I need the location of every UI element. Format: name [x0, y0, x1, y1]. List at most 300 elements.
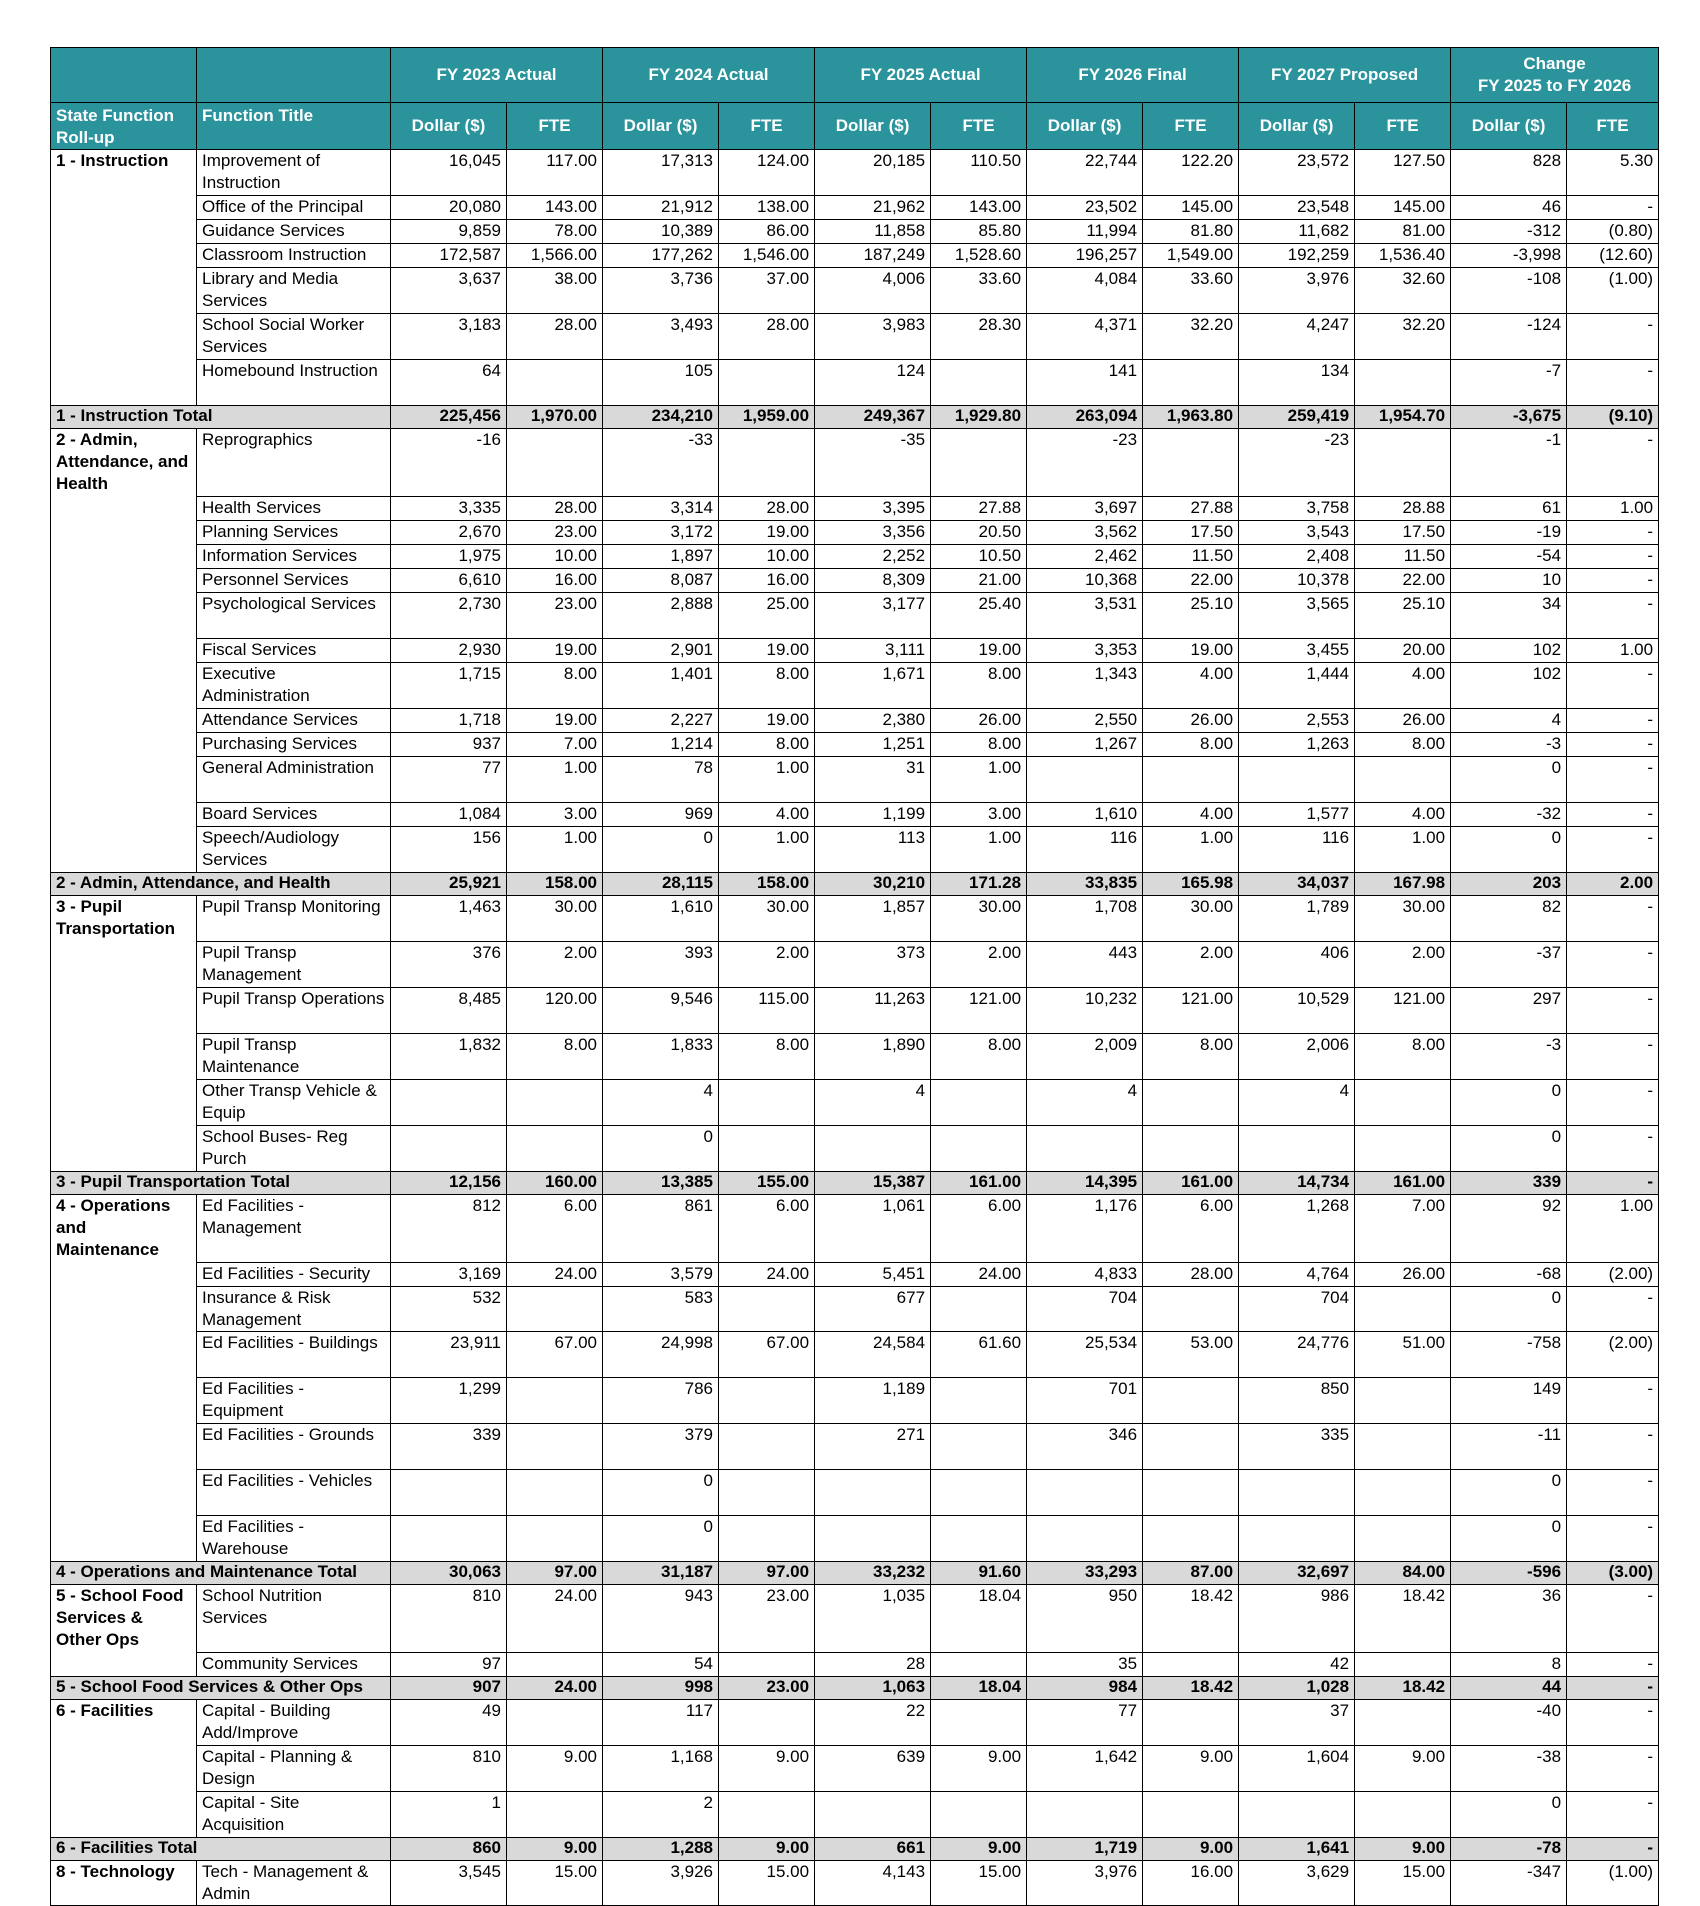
fte-cell: 15.00 — [1355, 1861, 1451, 1906]
dollar-cell: 20,080 — [391, 196, 507, 220]
fte-cell: 22.00 — [1355, 569, 1451, 593]
fte-cell: - — [1567, 1585, 1659, 1653]
fte-cell — [931, 1700, 1027, 1746]
fte-cell: (12.60) — [1567, 244, 1659, 268]
function-title-cell: School Social Worker Services — [197, 314, 391, 360]
dollar-cell: 3,177 — [815, 593, 931, 639]
dollar-cell: 704 — [1027, 1287, 1143, 1332]
dollar-cell: -16 — [391, 429, 507, 497]
fte-cell — [507, 1700, 603, 1746]
dollar-cell: 102 — [1451, 639, 1567, 663]
table-row — [51, 896, 1659, 942]
total-fte-cell: 18.42 — [1143, 1677, 1239, 1700]
fte-cell: 30.00 — [1355, 896, 1451, 942]
fte-cell: 1,566.00 — [507, 244, 603, 268]
dollar-cell: 17,313 — [603, 150, 719, 196]
dollar-cell: 2,730 — [391, 593, 507, 639]
dollar-cell: 6,610 — [391, 569, 507, 593]
dollar-cell: 2,252 — [815, 545, 931, 569]
dollar-cell: 9,546 — [603, 988, 719, 1034]
fte-cell — [931, 1378, 1027, 1424]
dollar-cell: -33 — [603, 429, 719, 497]
fte-cell: 16.00 — [719, 569, 815, 593]
fte-cell: 117.00 — [507, 150, 603, 196]
fte-cell: 30.00 — [719, 896, 815, 942]
fte-cell — [1143, 360, 1239, 406]
fte-cell: 1,546.00 — [719, 244, 815, 268]
fte-cell: - — [1567, 196, 1659, 220]
total-fte-cell: - — [1567, 1677, 1659, 1700]
total-row — [51, 1172, 1659, 1195]
fte-cell: 124.00 — [719, 150, 815, 196]
fte-cell: 16.00 — [1143, 1861, 1239, 1906]
dollar-cell: 3,758 — [1239, 497, 1355, 521]
dollar-cell: 406 — [1239, 942, 1355, 988]
total-dollar-cell: 15,387 — [815, 1172, 931, 1195]
dollar-cell: 4 — [815, 1080, 931, 1126]
dollar-cell: 61 — [1451, 497, 1567, 521]
fte-cell: 51.00 — [1355, 1332, 1451, 1378]
total-dollar-cell: 14,734 — [1239, 1172, 1355, 1195]
fte-cell: 24.00 — [719, 1263, 815, 1287]
fte-cell: 25.10 — [1143, 593, 1239, 639]
dollar-cell: 25,534 — [1027, 1332, 1143, 1378]
header-dollar: Dollar ($) — [1027, 103, 1143, 150]
fte-cell: 4.00 — [1143, 663, 1239, 709]
dollar-cell: 97 — [391, 1653, 507, 1677]
dollar-cell: 3,545 — [391, 1861, 507, 1906]
dollar-cell: 3,543 — [1239, 521, 1355, 545]
function-title-cell: Ed Facilities - Warehouse — [197, 1516, 391, 1562]
dollar-cell: 2,888 — [603, 593, 719, 639]
fte-cell — [1355, 1516, 1451, 1562]
total-fte-cell: 161.00 — [931, 1172, 1027, 1195]
dollar-cell: 124 — [815, 360, 931, 406]
dollar-cell: 10,389 — [603, 220, 719, 244]
total-dollar-cell: 860 — [391, 1838, 507, 1861]
fte-cell: 8.00 — [719, 1034, 815, 1080]
fte-cell: - — [1567, 663, 1659, 709]
fte-cell: 8.00 — [931, 1034, 1027, 1080]
dollar-cell — [1239, 1516, 1355, 1562]
function-title-cell: Pupil Transp Management — [197, 942, 391, 988]
total-fte-cell: 161.00 — [1143, 1172, 1239, 1195]
function-title-cell: Reprographics — [197, 429, 391, 497]
dollar-cell: 850 — [1239, 1378, 1355, 1424]
dollar-cell: -54 — [1451, 545, 1567, 569]
dollar-cell: 10,378 — [1239, 569, 1355, 593]
dollar-cell: 828 — [1451, 150, 1567, 196]
fte-cell: 1.00 — [719, 757, 815, 803]
table-row — [51, 1287, 1659, 1332]
fte-cell: 20.50 — [931, 521, 1027, 545]
fte-cell: 1,536.40 — [1355, 244, 1451, 268]
fte-cell: 110.50 — [931, 150, 1027, 196]
fte-cell: 30.00 — [931, 896, 1027, 942]
header-change: Change FY 2025 to FY 2026 — [1451, 48, 1659, 103]
fte-cell: - — [1567, 1126, 1659, 1172]
fte-cell: 15.00 — [931, 1861, 1027, 1906]
table-row — [51, 757, 1659, 803]
fte-cell: 10.00 — [719, 545, 815, 569]
fte-cell: 38.00 — [507, 268, 603, 314]
dollar-cell: -40 — [1451, 1700, 1567, 1746]
fte-cell: 120.00 — [507, 988, 603, 1034]
fte-cell — [507, 1287, 603, 1332]
fte-cell: 4.00 — [1355, 663, 1451, 709]
dollar-cell: 3,493 — [603, 314, 719, 360]
fte-cell: - — [1567, 1424, 1659, 1470]
table-row — [51, 497, 1659, 521]
dollar-cell: 77 — [391, 757, 507, 803]
table-row — [51, 593, 1659, 639]
dollar-cell: -758 — [1451, 1332, 1567, 1378]
fte-cell — [1355, 1126, 1451, 1172]
table-row — [51, 1653, 1659, 1677]
dollar-cell: 10,368 — [1027, 569, 1143, 593]
dollar-cell: 23,548 — [1239, 196, 1355, 220]
dollar-cell: -312 — [1451, 220, 1567, 244]
fte-cell: 1.00 — [931, 757, 1027, 803]
fte-cell: 127.50 — [1355, 150, 1451, 196]
fte-cell: 11.50 — [1355, 545, 1451, 569]
dollar-cell: 117 — [603, 1700, 719, 1746]
fte-cell — [507, 1424, 603, 1470]
total-dollar-cell: 13,385 — [603, 1172, 719, 1195]
dollar-cell: 0 — [1451, 757, 1567, 803]
dollar-cell: 1,251 — [815, 733, 931, 757]
dollar-cell: 3,736 — [603, 268, 719, 314]
total-label: 1 - Instruction Total — [51, 406, 391, 429]
fte-cell: 24.00 — [931, 1263, 1027, 1287]
dollar-cell: 1,214 — [603, 733, 719, 757]
fte-cell: - — [1567, 1700, 1659, 1746]
dollar-cell: 3,565 — [1239, 593, 1355, 639]
dollar-cell: 2,550 — [1027, 709, 1143, 733]
fte-cell: 25.00 — [719, 593, 815, 639]
dollar-cell: 1,401 — [603, 663, 719, 709]
dollar-cell: 3,356 — [815, 521, 931, 545]
fte-cell: (1.00) — [1567, 1861, 1659, 1906]
fte-cell: 4.00 — [1143, 803, 1239, 827]
fte-cell — [1355, 1470, 1451, 1516]
fte-cell — [931, 1424, 1027, 1470]
fte-cell — [931, 1080, 1027, 1126]
fte-cell: 23.00 — [507, 521, 603, 545]
dollar-cell: 3,455 — [1239, 639, 1355, 663]
table-row — [51, 1378, 1659, 1424]
fte-cell: 28.00 — [719, 497, 815, 521]
dollar-cell: 4,143 — [815, 1861, 931, 1906]
total-dollar-cell: -596 — [1451, 1562, 1567, 1585]
fte-cell: - — [1567, 803, 1659, 827]
header-fte: FTE — [1143, 103, 1239, 150]
dollar-cell: 379 — [603, 1424, 719, 1470]
fte-cell — [719, 1516, 815, 1562]
fte-cell — [1355, 1424, 1451, 1470]
function-title-cell: Guidance Services — [197, 220, 391, 244]
total-fte-cell: (3.00) — [1567, 1562, 1659, 1585]
fte-cell — [1355, 1792, 1451, 1838]
table-row — [51, 1195, 1659, 1263]
total-fte-cell: (9.10) — [1567, 406, 1659, 429]
dollar-cell: 1,715 — [391, 663, 507, 709]
table-row — [51, 709, 1659, 733]
dollar-cell: 704 — [1239, 1287, 1355, 1332]
fte-cell: 145.00 — [1143, 196, 1239, 220]
fte-cell: 122.20 — [1143, 150, 1239, 196]
fte-cell: 19.00 — [719, 709, 815, 733]
total-fte-cell: 18.42 — [1355, 1677, 1451, 1700]
dollar-cell: 1,857 — [815, 896, 931, 942]
dollar-cell: 24,998 — [603, 1332, 719, 1378]
fte-cell: 26.00 — [1355, 1263, 1451, 1287]
dollar-cell: 2,462 — [1027, 545, 1143, 569]
dollar-cell: 861 — [603, 1195, 719, 1263]
state-function-cell: 1 - Instruction — [51, 150, 197, 406]
dollar-cell: 1,832 — [391, 1034, 507, 1080]
function-title-cell: School Nutrition Services — [197, 1585, 391, 1653]
fte-cell: 33.60 — [931, 268, 1027, 314]
fte-cell: - — [1567, 1516, 1659, 1562]
fte-cell: 32.20 — [1355, 314, 1451, 360]
fte-cell: 6.00 — [931, 1195, 1027, 1263]
fte-cell — [719, 1287, 815, 1332]
fte-cell — [507, 1653, 603, 1677]
fte-cell: 23.00 — [719, 1585, 815, 1653]
function-title-cell: Purchasing Services — [197, 733, 391, 757]
dollar-cell: 34 — [1451, 593, 1567, 639]
dollar-cell: 1,343 — [1027, 663, 1143, 709]
fte-cell: 26.00 — [1143, 709, 1239, 733]
dollar-cell: 3,314 — [603, 497, 719, 521]
function-title-cell: Pupil Transp Maintenance — [197, 1034, 391, 1080]
fte-cell: 26.00 — [931, 709, 1027, 733]
table-row — [51, 314, 1659, 360]
total-dollar-cell: 1,641 — [1239, 1838, 1355, 1861]
fte-cell: 78.00 — [507, 220, 603, 244]
fte-cell — [719, 1653, 815, 1677]
fte-cell: (2.00) — [1567, 1332, 1659, 1378]
table-row — [51, 196, 1659, 220]
fte-cell — [719, 1792, 815, 1838]
dollar-cell: 443 — [1027, 942, 1143, 988]
dollar-cell: 1,035 — [815, 1585, 931, 1653]
fte-cell: 4.00 — [1355, 803, 1451, 827]
table-row — [51, 1424, 1659, 1470]
fte-cell: - — [1567, 1470, 1659, 1516]
fte-cell: 1.00 — [1567, 639, 1659, 663]
dollar-cell: 11,682 — [1239, 220, 1355, 244]
dollar-cell: 177,262 — [603, 244, 719, 268]
dollar-cell: 1,718 — [391, 709, 507, 733]
fte-cell — [931, 1792, 1027, 1838]
total-fte-cell: 87.00 — [1143, 1562, 1239, 1585]
dollar-cell: 1,890 — [815, 1034, 931, 1080]
dollar-cell: 11,263 — [815, 988, 931, 1034]
dollar-cell: 0 — [603, 1516, 719, 1562]
dollar-cell: -3,998 — [1451, 244, 1567, 268]
fte-cell: 18.42 — [1355, 1585, 1451, 1653]
fte-cell — [1355, 1287, 1451, 1332]
dollar-cell: 393 — [603, 942, 719, 988]
dollar-cell: 31 — [815, 757, 931, 803]
function-title-cell: Board Services — [197, 803, 391, 827]
fte-cell: 8.00 — [1143, 733, 1239, 757]
total-fte-cell: 18.04 — [931, 1677, 1027, 1700]
fte-cell: 143.00 — [931, 196, 1027, 220]
dollar-cell: 297 — [1451, 988, 1567, 1034]
table-row — [51, 521, 1659, 545]
fte-cell: - — [1567, 1653, 1659, 1677]
dollar-cell: 810 — [391, 1746, 507, 1792]
header-blank-2 — [197, 48, 391, 103]
dollar-cell — [391, 1470, 507, 1516]
dollar-cell: 271 — [815, 1424, 931, 1470]
dollar-cell: 0 — [603, 1126, 719, 1172]
fte-cell: 19.00 — [507, 639, 603, 663]
table-body — [51, 150, 1659, 1906]
fte-cell: 121.00 — [931, 988, 1027, 1034]
dollar-cell: 583 — [603, 1287, 719, 1332]
total-dollar-cell: 44 — [1451, 1677, 1567, 1700]
header-fy2027: FY 2027 Proposed — [1239, 48, 1451, 103]
total-label: 2 - Admin, Attendance, and Health — [51, 873, 391, 896]
dollar-cell: -23 — [1239, 429, 1355, 497]
dollar-cell: 2,227 — [603, 709, 719, 733]
dollar-cell: 20,185 — [815, 150, 931, 196]
fte-cell: 24.00 — [507, 1263, 603, 1287]
dollar-cell: 1,084 — [391, 803, 507, 827]
fte-cell: 2.00 — [507, 942, 603, 988]
dollar-cell — [1027, 1126, 1143, 1172]
dollar-cell: 11,994 — [1027, 220, 1143, 244]
table-row — [51, 663, 1659, 709]
header-fy2024: FY 2024 Actual — [603, 48, 815, 103]
fte-cell: 8.00 — [719, 733, 815, 757]
fte-cell — [507, 1516, 603, 1562]
fte-cell: - — [1567, 360, 1659, 406]
total-row — [51, 406, 1659, 429]
table-row — [51, 545, 1659, 569]
total-dollar-cell: 1,063 — [815, 1677, 931, 1700]
total-fte-cell: 165.98 — [1143, 873, 1239, 896]
fte-cell — [1355, 1700, 1451, 1746]
fte-cell — [1143, 429, 1239, 497]
header-dollar: Dollar ($) — [1239, 103, 1355, 150]
fte-cell: - — [1567, 733, 1659, 757]
total-dollar-cell: 30,210 — [815, 873, 931, 896]
dollar-cell: -68 — [1451, 1263, 1567, 1287]
dollar-cell — [1027, 757, 1143, 803]
total-fte-cell: 24.00 — [507, 1677, 603, 1700]
fte-cell: - — [1567, 314, 1659, 360]
dollar-cell: 8 — [1451, 1653, 1567, 1677]
dollar-cell: 64 — [391, 360, 507, 406]
fte-cell: 28.30 — [931, 314, 1027, 360]
dollar-cell — [1239, 1792, 1355, 1838]
fte-cell — [1355, 757, 1451, 803]
total-dollar-cell: 661 — [815, 1838, 931, 1861]
total-fte-cell: 91.60 — [931, 1562, 1027, 1585]
fte-cell — [719, 1080, 815, 1126]
fte-cell: 1.00 — [507, 757, 603, 803]
dollar-cell: 2,553 — [1239, 709, 1355, 733]
total-fte-cell: 158.00 — [507, 873, 603, 896]
header-fte: FTE — [719, 103, 815, 150]
total-dollar-cell: 28,115 — [603, 873, 719, 896]
fte-cell: 67.00 — [507, 1332, 603, 1378]
dollar-cell: 8,087 — [603, 569, 719, 593]
function-title-cell: Ed Facilities - Grounds — [197, 1424, 391, 1470]
state-function-cell: 5 - School Food Services & Other Ops — [51, 1585, 197, 1677]
dollar-cell: 9,859 — [391, 220, 507, 244]
fte-cell — [1143, 1470, 1239, 1516]
dollar-cell: 1,833 — [603, 1034, 719, 1080]
fte-cell — [1355, 1653, 1451, 1677]
fte-cell — [719, 1700, 815, 1746]
total-dollar-cell: 225,456 — [391, 406, 507, 429]
dollar-cell: 2,901 — [603, 639, 719, 663]
state-function-cell: 6 - Facilities — [51, 1700, 197, 1838]
fte-cell — [719, 1126, 815, 1172]
dollar-cell: 3,983 — [815, 314, 931, 360]
fte-cell: 19.00 — [719, 521, 815, 545]
total-dollar-cell: 12,156 — [391, 1172, 507, 1195]
total-fte-cell: 1,929.80 — [931, 406, 1027, 429]
dollar-cell: 0 — [1451, 1287, 1567, 1332]
fte-cell: 32.60 — [1355, 268, 1451, 314]
dollar-cell: 2,006 — [1239, 1034, 1355, 1080]
dollar-cell: 1,267 — [1027, 733, 1143, 757]
fte-cell: 18.42 — [1143, 1585, 1239, 1653]
fte-cell: 17.50 — [1355, 521, 1451, 545]
dollar-cell: 376 — [391, 942, 507, 988]
dollar-cell: 116 — [1027, 827, 1143, 873]
total-dollar-cell: 32,697 — [1239, 1562, 1355, 1585]
dollar-cell: 35 — [1027, 1653, 1143, 1677]
dollar-cell: 134 — [1239, 360, 1355, 406]
fte-cell: 19.00 — [719, 639, 815, 663]
fte-cell: 9.00 — [1143, 1746, 1239, 1792]
total-fte-cell: - — [1567, 1838, 1659, 1861]
dollar-cell: 24,584 — [815, 1332, 931, 1378]
dollar-cell: 42 — [1239, 1653, 1355, 1677]
table-header — [51, 48, 1659, 150]
fte-cell — [1143, 757, 1239, 803]
fte-cell: 23.00 — [507, 593, 603, 639]
dollar-cell: 2,408 — [1239, 545, 1355, 569]
state-function-cell: 3 - Pupil Transportation — [51, 896, 197, 1172]
dollar-cell — [1027, 1516, 1143, 1562]
total-dollar-cell: 259,419 — [1239, 406, 1355, 429]
dollar-cell: 102 — [1451, 663, 1567, 709]
dollar-cell: 92 — [1451, 1195, 1567, 1263]
dollar-cell: 1,189 — [815, 1378, 931, 1424]
fte-cell: 16.00 — [507, 569, 603, 593]
fte-cell: - — [1567, 569, 1659, 593]
fte-cell: - — [1567, 988, 1659, 1034]
header-fy2023: FY 2023 Actual — [391, 48, 603, 103]
dollar-cell: 1,263 — [1239, 733, 1355, 757]
fte-cell — [931, 1470, 1027, 1516]
total-fte-cell: 9.00 — [1143, 1838, 1239, 1861]
total-row — [51, 1562, 1659, 1585]
function-title-cell: Ed Facilities - Security — [197, 1263, 391, 1287]
dollar-cell — [1239, 757, 1355, 803]
total-fte-cell: 155.00 — [719, 1172, 815, 1195]
fte-cell: - — [1567, 757, 1659, 803]
